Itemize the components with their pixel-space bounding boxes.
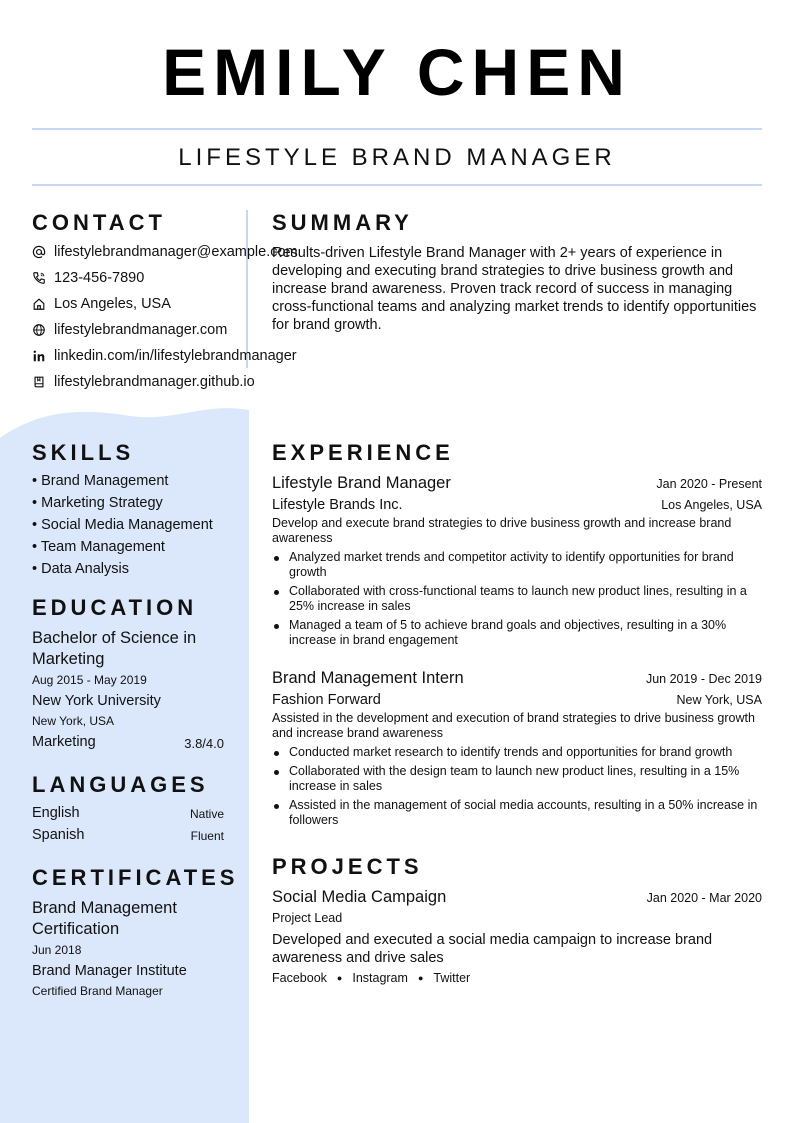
language-name: English: [32, 805, 80, 821]
job-bullet: Analyzed market trends and competitor activity to identify opportunities for brand growth: [272, 550, 762, 580]
project-tag: Facebook: [272, 971, 327, 985]
job-title: Lifestyle Brand Manager: [272, 474, 451, 492]
job-bullet: Assisted in the management of social media accounts, resulting in a 50% increase in followers: [272, 798, 762, 828]
job-bullet: Managed a team of 5 to achieve brand goals and objectives, resulting in a 30% increase in brand engagement: [272, 618, 762, 648]
contact-github-text: lifestylebrandmanager.github.io: [54, 374, 255, 390]
contact-phone-text: 123-456-7890: [54, 270, 145, 286]
globe-icon: [32, 323, 46, 337]
job-company-row: [272, 692, 762, 708]
tag-separator-icon: ●: [417, 973, 424, 984]
tag-separator-icon: ●: [336, 973, 343, 984]
job-bullet: Collaborated with cross-functional teams to launch new product lines, resulting in a 25% increase in sales: [272, 584, 762, 614]
project-description: Developed and executed a social media campaign to increase brand awareness and drive sales: [272, 932, 713, 966]
education-field-row: [32, 734, 224, 751]
contact-linkedin-text: linkedin.com/in/lifestylebrandmanager: [54, 348, 297, 364]
project-tag: Twitter: [433, 971, 471, 985]
language-level: Native: [189, 807, 224, 821]
phone-icon: [32, 271, 46, 285]
job-dates: Jan 2020 - Present: [656, 477, 762, 491]
language-row: [32, 827, 224, 843]
education-field: Marketing: [32, 734, 96, 750]
certificate-name: Brand Management Certification: [32, 899, 177, 938]
job-bullet: Conducted market research to identify trends and opportunities for brand growth: [272, 745, 762, 760]
contact-email[interactable]: [32, 244, 298, 260]
column-divider: [246, 210, 248, 368]
project-header-row: [272, 888, 762, 907]
certificate-detail: Certified Brand Manager: [32, 984, 163, 998]
job-title: Brand Management Intern: [272, 669, 464, 687]
header-top-rule: [32, 128, 762, 130]
job-entry: [272, 474, 762, 652]
job-location: Los Angeles, USA: [661, 498, 762, 512]
project-tags: [272, 971, 762, 986]
contact-website-text: lifestylebrandmanager.com: [54, 322, 228, 338]
job-bullet: Collaborated with the design team to launch new product lines, resulting in a 15% increase in sales: [272, 764, 762, 794]
job-description: Develop and execute brand strategies to drive business growth and increase brand awareness: [272, 516, 732, 545]
project-role: Project Lead: [272, 911, 343, 925]
skill-item: • Data Analysis: [32, 561, 129, 577]
job-description: Assisted in the development and execution of brand strategies to drive business growth and increase brand awareness: [272, 711, 755, 740]
skill-item: • Marketing Strategy: [32, 495, 163, 511]
header-bottom-rule: [32, 184, 762, 186]
education-heading: EDUCATION: [32, 595, 198, 620]
education-degree: Bachelor of Science in Marketing: [32, 629, 197, 668]
project-name: Social Media Campaign: [272, 888, 447, 906]
project-dates: Jan 2020 - Mar 2020: [646, 891, 762, 905]
skill-item: • Brand Management: [32, 473, 168, 489]
summary-text: Results-driven Lifestyle Brand Manager with 2+ years of experience in developing and executing brand strategies to drive business growth and increase brand awareness. Proven track record of success in managing cross-functional teams and analyzing market trends to identify opportunities for brand growth.: [272, 245, 757, 333]
summary-heading: SUMMARY: [272, 210, 413, 235]
contact-github[interactable]: [32, 374, 255, 390]
skill-item: • Social Media Management: [32, 517, 213, 533]
contact-linkedin[interactable]: [32, 348, 297, 364]
education-gpa: 3.8/4.0: [184, 736, 224, 751]
job-bullets: [272, 550, 762, 648]
language-name: Spanish: [32, 827, 85, 843]
project-entry: [272, 888, 762, 986]
languages-heading: LANGUAGES: [32, 772, 209, 797]
job-company-row: [272, 497, 762, 513]
job-dates: Jun 2019 - Dec 2019: [645, 672, 762, 686]
language-row: [32, 805, 224, 821]
contact-phone[interactable]: [32, 270, 144, 286]
job-entry: [272, 669, 762, 832]
github-icon: [32, 375, 46, 389]
contact-location: [32, 296, 171, 312]
skill-item: • Team Management: [32, 539, 165, 555]
education-school: New York University: [32, 693, 161, 709]
project-tag: Instagram: [352, 971, 408, 985]
contact-email-text: lifestylebrandmanager@example.com: [54, 244, 298, 260]
home-icon: [32, 297, 46, 311]
job-company: Lifestyle Brands Inc.: [272, 497, 403, 513]
at-icon: [32, 245, 46, 259]
education-dates: Aug 2015 - May 2019: [32, 673, 147, 687]
skills-heading: SKILLS: [32, 440, 135, 465]
projects-heading: PROJECTS: [272, 854, 423, 879]
job-location: New York, USA: [676, 693, 762, 707]
experience-heading: EXPERIENCE: [272, 440, 454, 465]
education-location: New York, USA: [32, 714, 115, 728]
job-company: Fashion Forward: [272, 692, 381, 708]
job-header-row: [272, 669, 762, 688]
candidate-name: EMILY CHEN: [162, 35, 632, 109]
certificate-date: Jun 2018: [32, 943, 82, 957]
linkedin-icon: [32, 349, 46, 363]
job-header-row: [272, 474, 762, 493]
contact-heading: CONTACT: [32, 210, 166, 235]
certificates-heading: CERTIFICATES: [32, 865, 239, 890]
language-level: Fluent: [190, 829, 224, 843]
contact-location-text: Los Angeles, USA: [54, 296, 171, 312]
contact-website[interactable]: [32, 322, 227, 338]
job-bullets: [272, 745, 762, 828]
job-title-heading: LIFESTYLE BRAND MANAGER: [178, 144, 616, 171]
certificate-issuer: Brand Manager Institute: [32, 963, 187, 979]
